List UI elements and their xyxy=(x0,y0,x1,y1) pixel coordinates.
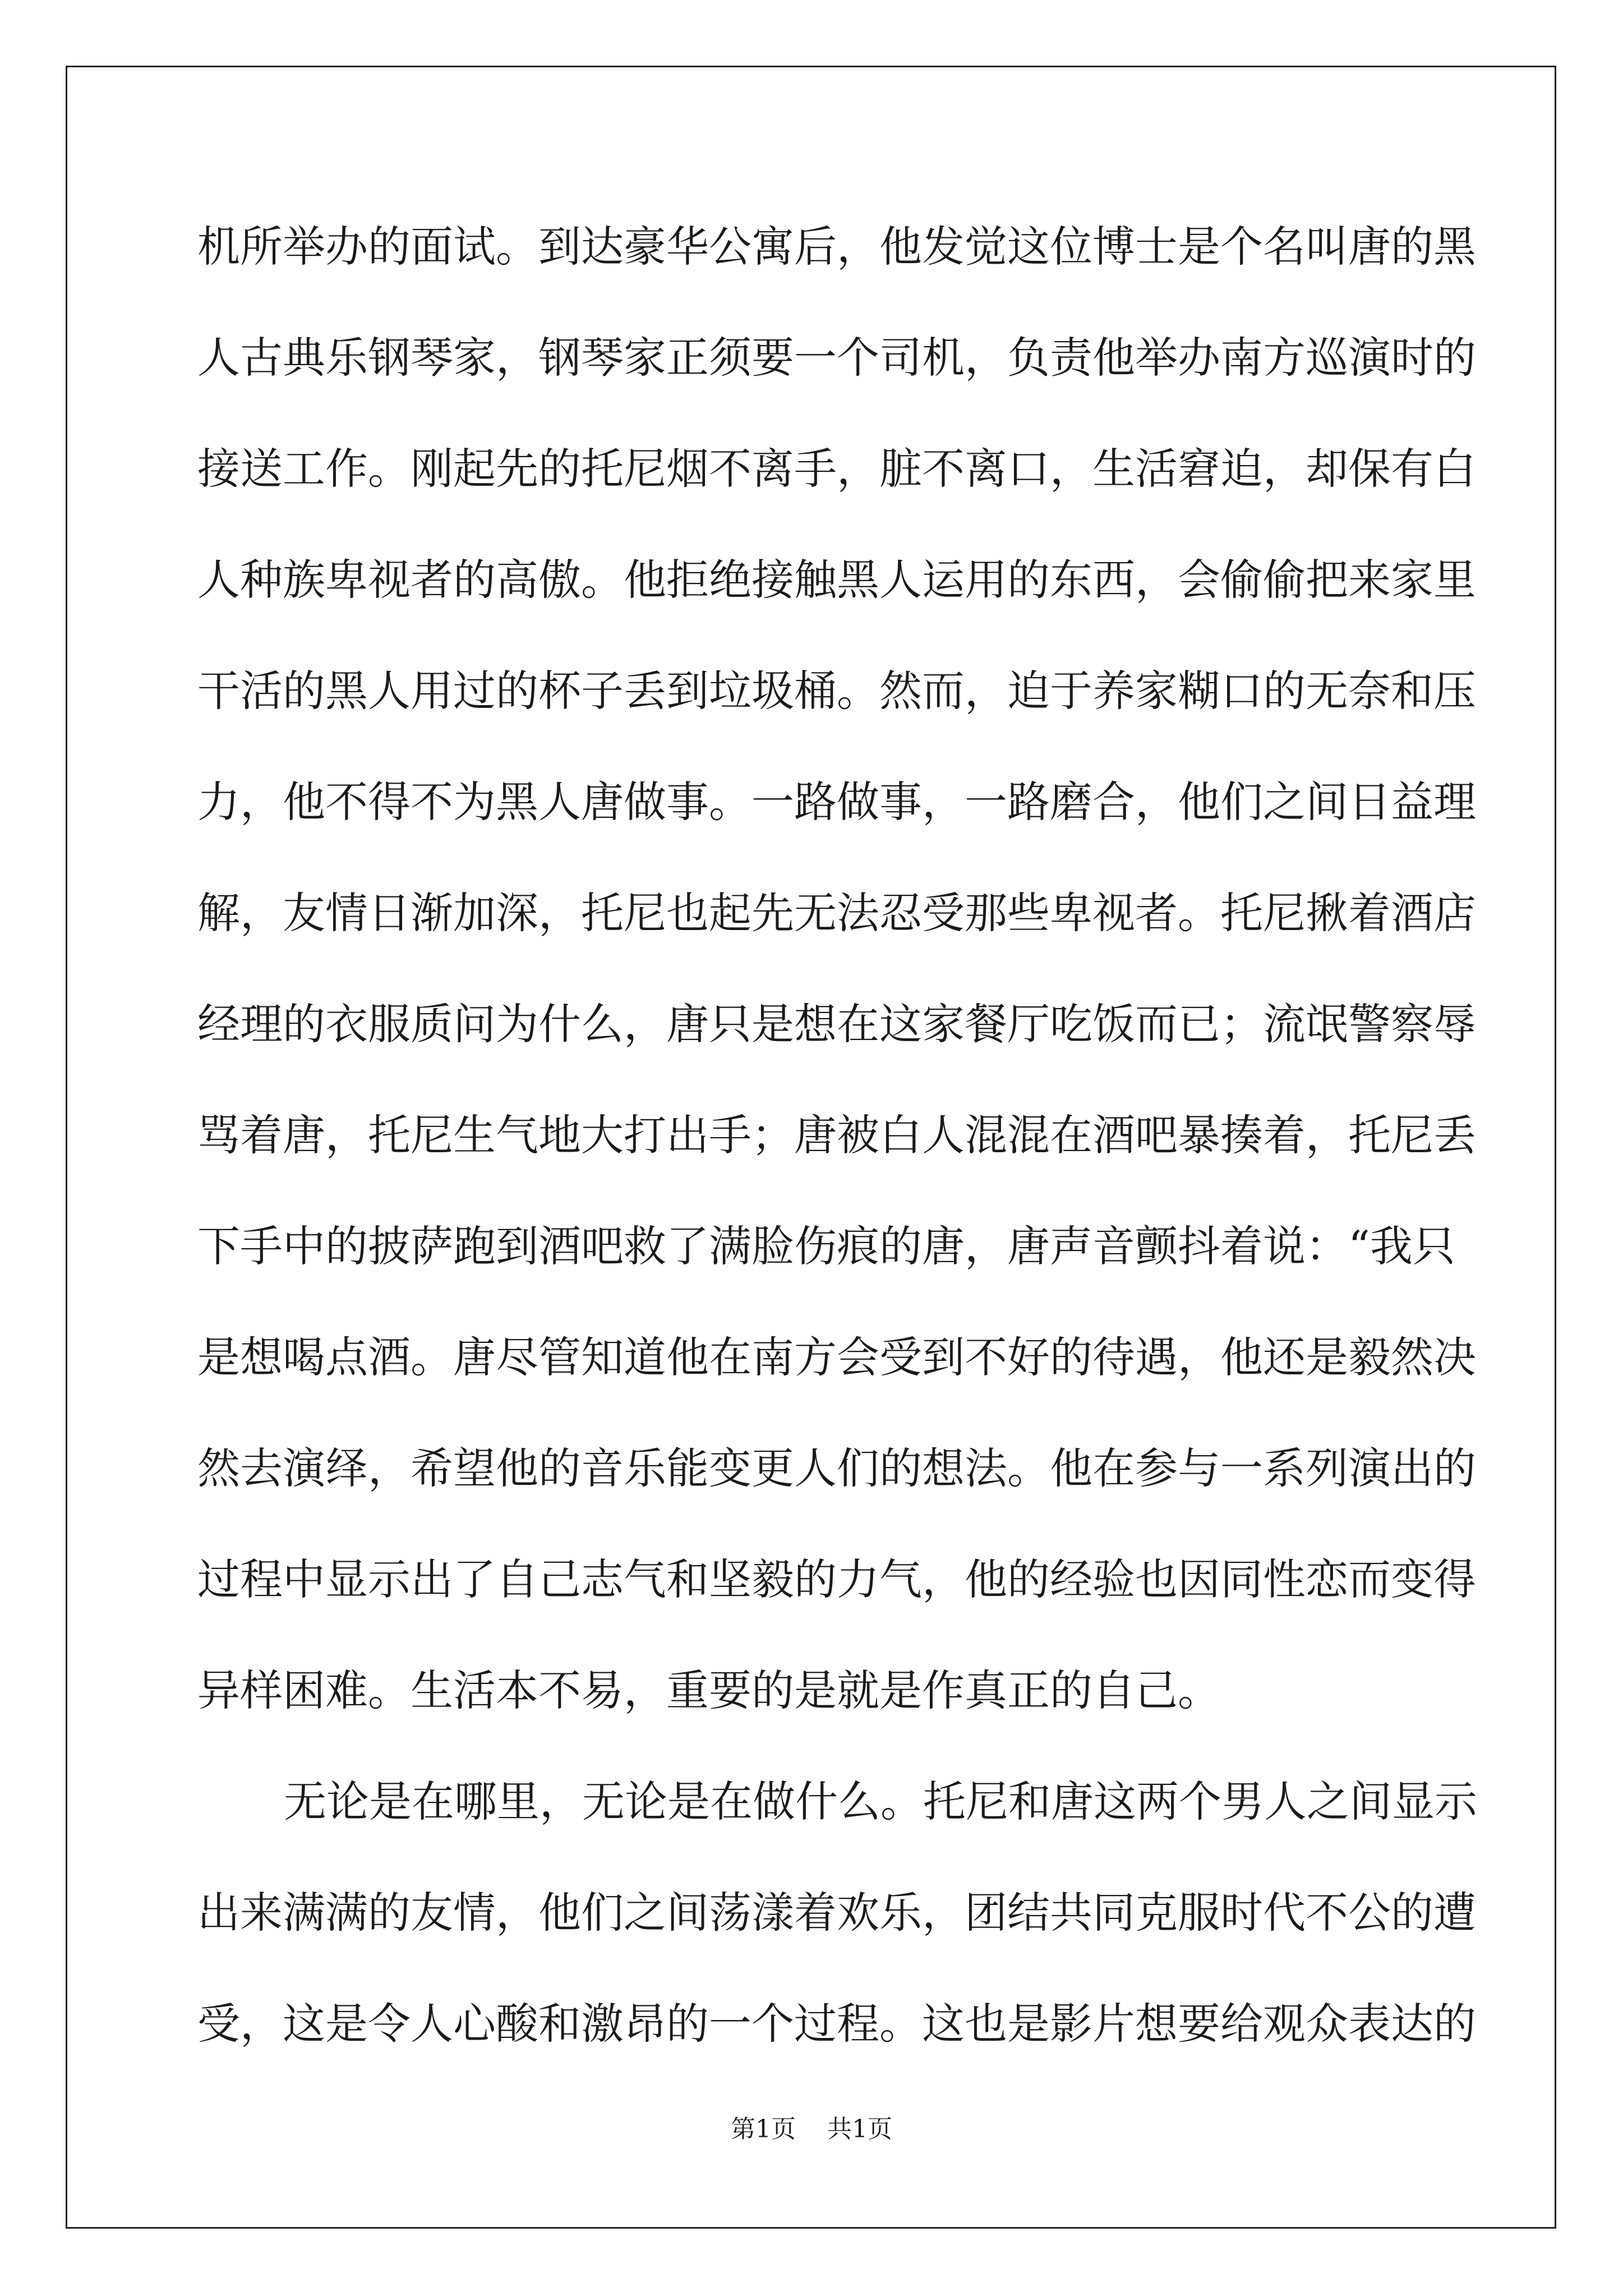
text-line: 人古典乐钢琴家，钢琴家正须要一个司机，负责他举办南方巡演时的 xyxy=(197,333,1476,383)
text-line: 然去演绎，希望他的音乐能变更人们的想法。他在参与一系列演出的 xyxy=(197,1443,1476,1493)
text-line: 经理的衣服质问为什么，唐只是想在这家餐厅吃饭而已；流氓警察辱 xyxy=(197,999,1476,1049)
text-line: 骂着唐，托尼生气地大打出手；唐被白人混混在酒吧暴揍着，托尼丢 xyxy=(197,1110,1476,1160)
text-line: 干活的黑人用过的杯子丢到垃圾桶。然而，迫于养家糊口的无奈和压 xyxy=(197,666,1476,716)
page-number-footer: 第1页 共1页 xyxy=(731,2115,892,2143)
document-body xyxy=(197,208,1477,2096)
text-line: 过程中显示出了自己志气和坚毅的力气，他的经验也因同性恋而变得 xyxy=(197,1554,1476,1604)
text-line: 机所举办的面试。到达豪华公寓后，他发觉这位博士是个名叫唐的黑 xyxy=(197,222,1476,272)
text-line: 力，他不得不为黑人唐做事。一路做事，一路磨合，他们之间日益理 xyxy=(197,777,1476,827)
text-line: 下手中的披萨跑到酒吧救了满脸伤痕的唐，唐声音颤抖着说：“我只 xyxy=(197,1221,1455,1271)
text-line: 异样困难。生活本不易，重要的是就是作真正的自己。 xyxy=(197,1665,1220,1715)
text-line: 无论是在哪里，无论是在做什么。托尼和唐这两个男人之间显示 xyxy=(284,1777,1477,1826)
text-line: 是想喝点酒。唐尽管知道他在南方会受到不好的待遇，他还是毅然决 xyxy=(197,1332,1476,1382)
text-line: 受，这是令人心酸和激昂的一个过程。这也是影片想要给观众表达的 xyxy=(197,1999,1476,2049)
text-line: 人种族卑视者的高傲。他拒绝接触黑人运用的东西，会偷偷把来家里 xyxy=(197,555,1476,605)
text-line: 出来满满的友情，他们之间荡漾着欢乐，团结共同克服时代不公的遭 xyxy=(197,1888,1476,1938)
text-line: 接送工作。刚起先的托尼烟不离手，脏不离口，生活窘迫，却保有白 xyxy=(197,444,1476,494)
text-line: 解，友情日渐加深，托尼也起先无法忍受那些卑视者。托尼揪着酒店 xyxy=(197,888,1476,938)
